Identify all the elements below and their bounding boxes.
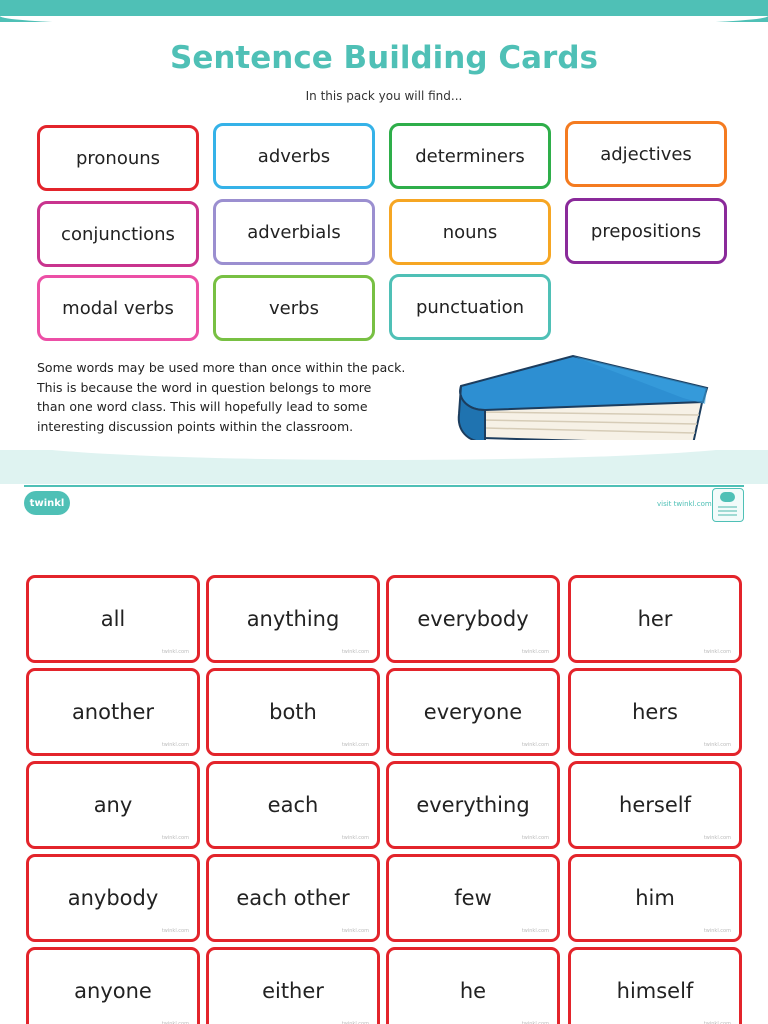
book-icon bbox=[455, 350, 715, 450]
card-watermark: twinkl.com bbox=[521, 928, 549, 934]
word-card bbox=[386, 575, 560, 663]
card-watermark: twinkl.com bbox=[521, 742, 549, 748]
word-card bbox=[568, 854, 742, 942]
category-card-adverbials: adverbials bbox=[213, 199, 375, 265]
word-card-label: another bbox=[71, 700, 155, 724]
card-watermark: twinkl.com bbox=[703, 1021, 731, 1024]
word-card-label: her bbox=[637, 607, 673, 631]
word-card bbox=[26, 947, 200, 1024]
card-watermark: twinkl.com bbox=[703, 835, 731, 841]
category-card-adverbs: adverbs bbox=[213, 123, 375, 189]
card-watermark: twinkl.com bbox=[161, 835, 189, 841]
word-card-label: he bbox=[459, 979, 487, 1003]
card-watermark: twinkl.com bbox=[521, 1021, 549, 1024]
info-note-line: This is because the word in question belongs to more bbox=[37, 379, 372, 395]
page-title: Sentence Building Cards bbox=[170, 40, 598, 76]
category-card-pronouns: pronouns bbox=[37, 125, 199, 191]
word-card bbox=[568, 668, 742, 756]
word-card bbox=[386, 668, 560, 756]
word-card-label: all bbox=[100, 607, 126, 631]
word-card bbox=[26, 668, 200, 756]
category-card-conjunctions: conjunctions bbox=[37, 201, 199, 267]
card-watermark: twinkl.com bbox=[703, 649, 731, 655]
twinkl-logo[interactable]: twinkl bbox=[24, 491, 70, 515]
word-card-label: everything bbox=[416, 793, 530, 817]
card-watermark: twinkl.com bbox=[703, 928, 731, 934]
word-card bbox=[568, 947, 742, 1024]
word-card bbox=[206, 947, 380, 1024]
info-note-line: interesting discussion points within the classroom. bbox=[37, 418, 354, 434]
word-card bbox=[568, 761, 742, 849]
word-card-label: everyone bbox=[423, 700, 523, 724]
category-card-adjectives: adjectives bbox=[565, 121, 727, 187]
word-card-label: herself bbox=[619, 793, 691, 817]
category-card-punctuation: punctuation bbox=[389, 274, 551, 340]
word-card bbox=[26, 575, 200, 663]
word-card bbox=[568, 575, 742, 663]
word-card-label: both bbox=[269, 700, 317, 724]
footer-divider bbox=[24, 485, 744, 487]
word-card-grid bbox=[24, 575, 744, 1024]
page-subtitle: In this pack you will find... bbox=[305, 89, 463, 103]
card-watermark: twinkl.com bbox=[341, 928, 369, 934]
word-card-label: himself bbox=[616, 979, 694, 1003]
category-card-prepositions: prepositions bbox=[565, 198, 727, 264]
info-note-line: Some words may be used more than once within the pack. bbox=[37, 360, 406, 375]
bottom-decorative-band bbox=[0, 450, 768, 484]
category-card-nouns: nouns bbox=[389, 199, 551, 265]
card-watermark: twinkl.com bbox=[341, 835, 369, 841]
word-card bbox=[206, 761, 380, 849]
word-card-label: him bbox=[635, 886, 675, 910]
word-card bbox=[386, 761, 560, 849]
word-card-label: each other bbox=[236, 886, 350, 910]
card-watermark: twinkl.com bbox=[161, 742, 189, 748]
word-card-label: anybody bbox=[67, 886, 159, 910]
word-card-label: each bbox=[267, 793, 319, 817]
word-card-label: either bbox=[262, 979, 324, 1003]
info-note-line: than one word class. This will hopefully lead to some bbox=[37, 399, 368, 414]
card-watermark: twinkl.com bbox=[341, 1021, 369, 1024]
card-watermark: twinkl.com bbox=[161, 1021, 189, 1024]
word-card bbox=[206, 575, 380, 663]
word-card bbox=[26, 854, 200, 942]
word-card-label: everybody bbox=[417, 607, 529, 631]
card-watermark: twinkl.com bbox=[521, 835, 549, 841]
card-watermark: twinkl.com bbox=[161, 649, 189, 655]
card-watermark: twinkl.com bbox=[703, 742, 731, 748]
word-card bbox=[386, 947, 560, 1024]
word-card-label: anyone bbox=[74, 979, 152, 1003]
card-watermark: twinkl.com bbox=[161, 928, 189, 934]
word-card bbox=[386, 854, 560, 942]
card-watermark: twinkl.com bbox=[341, 742, 369, 748]
info-note bbox=[37, 358, 437, 436]
quality-badge-icon bbox=[712, 488, 744, 522]
word-card-label: few bbox=[454, 886, 492, 910]
word-card-label: any bbox=[93, 793, 133, 817]
card-watermark: twinkl.com bbox=[341, 649, 369, 655]
card-watermark: twinkl.com bbox=[521, 649, 549, 655]
category-card-verbs: verbs bbox=[213, 275, 375, 341]
word-card bbox=[206, 668, 380, 756]
word-card-label: hers bbox=[632, 700, 678, 724]
word-card bbox=[206, 854, 380, 942]
word-card bbox=[26, 761, 200, 849]
category-card-modal-verbs: modal verbs bbox=[37, 275, 199, 341]
category-card-determiners: determiners bbox=[389, 123, 551, 189]
top-decorative-band bbox=[0, 0, 768, 22]
word-card-label: anything bbox=[246, 607, 340, 631]
visit-link[interactable]: visit twinkl.com bbox=[657, 500, 712, 508]
